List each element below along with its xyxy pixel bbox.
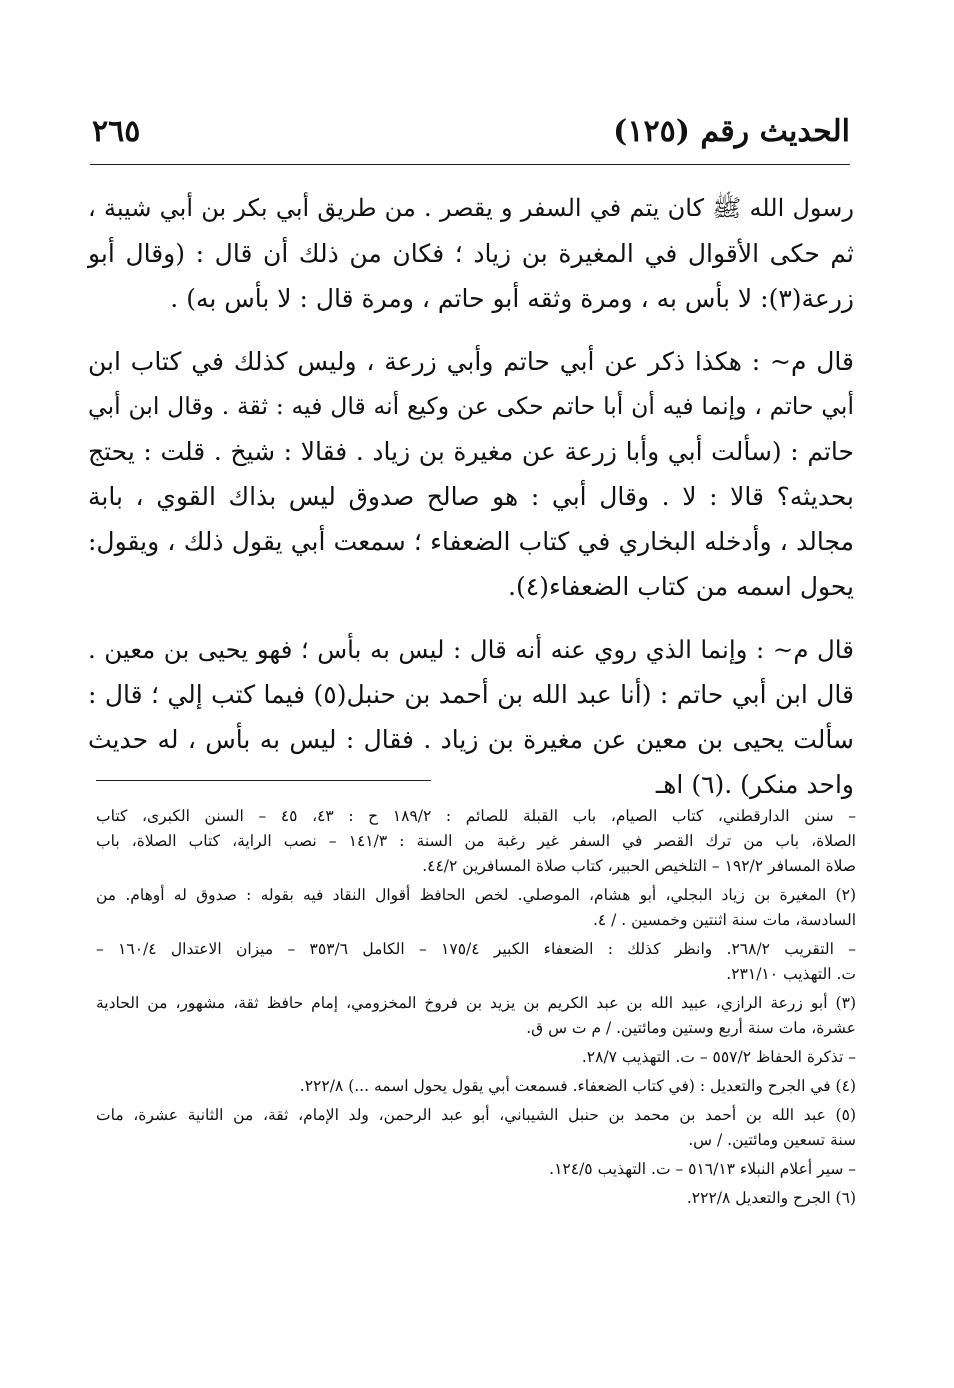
text-line: زرعة(٣): لا بأس به ، ومرة وثقه أبو حاتم ، ومرة قال : لا بأس به) . — [170, 284, 854, 313]
running-title: الحديث رقم (١٢٥) — [613, 114, 850, 149]
page-number: ٢٦٥ — [92, 114, 141, 149]
text-line: أبي حاتم ، وإنما فيه أن أبا حاتم حكى عن وكيع أنه قال فيه : ثقة . وقال ابن أبي — [88, 392, 854, 420]
footnote-line: – سير أعلام النبلاء ٥١٦/١٣ – ت. التهذيب ١٢٤/٥. — [549, 1160, 856, 1178]
footnote-line: عشرة، مات سنة أربع وستين ومائتين. / م ت س ق. — [526, 1019, 856, 1037]
footnote-line: – تذكرة الحفاظ ٥٥٧/٢ – ت. التهذيب ٢٨/٧. — [581, 1048, 856, 1066]
footnote-line: ت. التهذيب ٢٣١/١٠. — [726, 965, 856, 983]
footnote-4 — [96, 1074, 856, 1099]
footnotes — [96, 804, 856, 1215]
footnote-5 — [96, 1103, 856, 1153]
footnote-5-refs — [96, 1157, 856, 1182]
text-line: سألت يحيى بن معين عن مغيرة بن زياد . فقال : ليس به بأس ، له حديث — [88, 725, 854, 754]
footnote-line: (٦) الجرح والتعديل ٢٢٢/٨. — [686, 1189, 856, 1207]
footnote-2-refs — [96, 937, 856, 987]
text-line: يحول اسمه من كتاب الضعفاء(٤). — [508, 572, 854, 601]
footnote-line: (٣) أبو زرعة الرازي، عبيد الله بن عبد الكريم بن يزيد بن فروخ المخزومي، إمام حافظ ثقة، مشهور، من الحادية — [96, 994, 856, 1012]
page-header — [90, 100, 850, 165]
text-line: واحد منكر) .(٦) اهـ — [655, 770, 854, 799]
footnote-line: (٥) عبد الله بن أحمد بن محمد بن حنبل الشيباني، أبو عبد الرحمن، ولد الإمام، ثقة، من الثانية عشرة، مات — [96, 1106, 856, 1124]
text-line: قال م~ : وإنما الذي روي عنه أنه قال : ليس به بأس ؛ فهو يحيى بن معين . — [88, 635, 854, 664]
footnote-line: سنة تسعين ومائتين. / س. — [688, 1131, 856, 1149]
footnote-line: – التقريب ٢٦٨/٢. وانظر كذلك : الضعفاء الكبير ١٧٥/٤ – الكامل ٣٥٣/٦ – ميزان الاعتدال ١٦٠/٤ – — [96, 940, 856, 958]
footnote-6 — [96, 1186, 856, 1211]
paragraph-1 — [88, 186, 854, 321]
text-line: رسول الله ﷺ كان يتم في السفر و يقصر . من طريق أبي بكر بن أبي شيبة ، — [88, 194, 854, 222]
text-line: حاتم : (سألت أبي وأبا زرعة عن مغيرة بن زياد . فقالا : شيخ . قلت : يحتج — [88, 437, 854, 466]
text-line: بحديثه؟ قالا : لا . وقال أبي : هو صالح صدوق ليس بذاك القوي ، بابة — [88, 482, 854, 511]
footnote-line: – سنن الدارقطني، كتاب الصيام، باب القبلة للصائم : ١٨٩/٢ ح : ٤٣، ٤٥ – السنن الكبرى، كتاب — [96, 807, 856, 825]
main-text — [88, 186, 854, 825]
footnote-line: صلاة المسافر ١٩٢/٢ – التلخيص الحبير، كتاب صلاة المسافرين ٤٤/٢. — [422, 857, 856, 875]
text-line: مجالد ، وأدخله البخاري في كتاب الضعفاء ؛ سمعت أبي يقول ذلك ، ويقول: — [88, 527, 854, 556]
footnote-line: (٢) المغيرة بن زياد البجلي، أبو هشام، الموصلي. لخص الحافظ أقوال النقاد فيه بقوله : صدوق له أوهام. من — [96, 886, 856, 904]
footnote-line: الصلاة، باب من ترك القصر في السفر غير رغبة من السنة : ١٤١/٣ – نصب الراية، كتاب الصلاة، باب — [96, 832, 856, 850]
footnote-divider — [96, 780, 431, 781]
footnote-line: (٤) في الجرح والتعديل : (في كتاب الضعفاء. فسمعت أبي يقول يحول اسمه ...) ٢٢٢/٨. — [299, 1077, 856, 1095]
paragraph-2 — [88, 339, 854, 609]
text-line: قال م~ : هكذا ذكر عن أبي حاتم وأبي زرعة ، وليس كذلك في كتاب ابن — [88, 347, 854, 376]
text-line: ثم حكى الأقوال في المغيرة بن زياد ؛ فكان من ذلك أن قال : (وقال أبو — [88, 239, 854, 268]
footnote-1 — [96, 804, 856, 879]
text-line: قال ابن أبي حاتم : (أنا عبد الله بن أحمد بن حنبل(٥) فيما كتب إلي ؛ قال : — [88, 680, 854, 709]
footnote-2 — [96, 883, 856, 933]
footnote-line: السادسة، مات سنة اثنتين وخمسين . / ٤. — [592, 911, 856, 929]
footnote-3 — [96, 991, 856, 1041]
footnote-3-refs — [96, 1045, 856, 1070]
